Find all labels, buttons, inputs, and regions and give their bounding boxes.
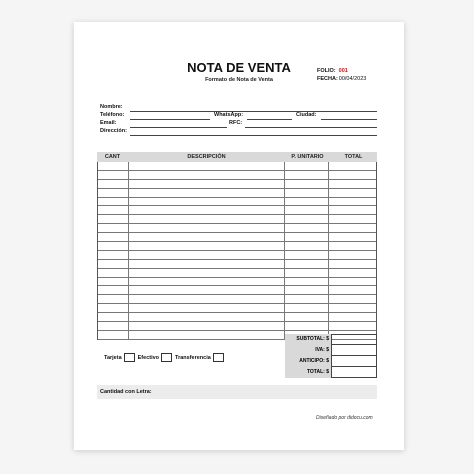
- descripcion-cell[interactable]: [129, 322, 285, 330]
- descripcion-cell[interactable]: [129, 313, 285, 321]
- cantidad-con-letra-field[interactable]: Cantidad con Letra:: [97, 385, 377, 399]
- folio-value: 001: [338, 68, 348, 74]
- total-cell[interactable]: [329, 322, 376, 330]
- email-label: Email:: [100, 120, 117, 126]
- nombre-line[interactable]: [130, 111, 377, 112]
- subtotal-row: [285, 334, 377, 345]
- precio-unitario-cell[interactable]: [285, 269, 330, 277]
- table-row: [98, 224, 376, 233]
- total-label: TOTAL: $: [285, 367, 331, 378]
- cant-cell[interactable]: [98, 304, 129, 312]
- total-cell[interactable]: [329, 295, 376, 303]
- header-total: TOTAL: [344, 154, 363, 160]
- cant-cell[interactable]: [98, 260, 129, 268]
- precio-unitario-cell[interactable]: [285, 162, 330, 170]
- email-line[interactable]: [130, 127, 227, 128]
- descripcion-cell[interactable]: [129, 286, 285, 294]
- iva-row: [285, 345, 377, 356]
- document-subtitle: Formato de Nota de Venta: [205, 77, 273, 83]
- rfc-line[interactable]: [245, 127, 377, 128]
- descripcion-cell[interactable]: [129, 331, 285, 339]
- total-cell[interactable]: [329, 171, 376, 179]
- cant-cell[interactable]: [98, 215, 129, 223]
- direccion-label: Dirección:: [100, 128, 127, 134]
- precio-unitario-cell[interactable]: [285, 313, 330, 321]
- descripcion-cell[interactable]: [129, 251, 285, 259]
- designer-credit: Diseñado por didocu.com: [316, 415, 373, 421]
- total-cell[interactable]: [329, 251, 376, 259]
- precio-unitario-cell[interactable]: [285, 251, 330, 259]
- table-header: [97, 152, 377, 162]
- cant-cell[interactable]: [98, 331, 129, 339]
- total-cell[interactable]: [329, 206, 376, 214]
- anticipo-field[interactable]: [331, 356, 377, 367]
- cant-cell[interactable]: [98, 206, 129, 214]
- total-cell[interactable]: [329, 286, 376, 294]
- payment-methods: [104, 353, 227, 362]
- total-cell[interactable]: [329, 313, 376, 321]
- table-row: [98, 295, 376, 304]
- total-cell[interactable]: [329, 189, 376, 197]
- table-row: [98, 198, 376, 207]
- descripcion-cell[interactable]: [129, 269, 285, 277]
- precio-unitario-cell[interactable]: [285, 215, 330, 223]
- cant-cell[interactable]: [98, 189, 129, 197]
- efectivo-label: Efectivo: [137, 354, 160, 361]
- table-row: [98, 189, 376, 198]
- precio-unitario-cell[interactable]: [285, 242, 330, 250]
- table-row: [98, 162, 376, 171]
- precio-unitario-cell[interactable]: [285, 322, 330, 330]
- precio-unitario-cell[interactable]: [285, 260, 330, 268]
- table-row: [98, 215, 376, 224]
- fecha-value: 00/04/2023: [338, 76, 367, 82]
- subtotal-field[interactable]: [331, 334, 377, 345]
- precio-unitario-cell[interactable]: [285, 278, 330, 286]
- cant-cell[interactable]: [98, 269, 129, 277]
- tarjeta-checkbox[interactable]: [124, 353, 135, 362]
- descripcion-cell[interactable]: [129, 198, 285, 206]
- total-cell[interactable]: [329, 278, 376, 286]
- table-row: [98, 242, 376, 251]
- efectivo-checkbox[interactable]: [161, 353, 172, 362]
- table-row: [98, 286, 376, 295]
- whatsapp-label: WhatsApp:: [214, 112, 244, 118]
- transferencia-checkbox[interactable]: [213, 353, 224, 362]
- total-cell[interactable]: [329, 198, 376, 206]
- descripcion-cell[interactable]: [129, 224, 285, 232]
- cant-cell[interactable]: [98, 233, 129, 241]
- cant-cell[interactable]: [98, 224, 129, 232]
- cant-cell[interactable]: [98, 322, 129, 330]
- header-descripcion: DESCRIPCIÓN: [187, 154, 226, 160]
- transferencia-label: Transferencia: [175, 354, 211, 361]
- precio-unitario-cell[interactable]: [285, 198, 330, 206]
- items-table: [97, 152, 377, 340]
- folio-field: [317, 68, 348, 74]
- cant-cell[interactable]: [98, 295, 129, 303]
- whatsapp-line[interactable]: [247, 119, 292, 120]
- precio-unitario-cell[interactable]: [285, 206, 330, 214]
- precio-unitario-cell[interactable]: [285, 189, 330, 197]
- total-cell[interactable]: [329, 242, 376, 250]
- descripcion-cell[interactable]: [129, 260, 285, 268]
- descripcion-cell[interactable]: [129, 233, 285, 241]
- descripcion-cell[interactable]: [129, 295, 285, 303]
- cant-cell[interactable]: [98, 242, 129, 250]
- subtotal-label: SUBTOTAL: $: [285, 334, 331, 345]
- cant-cell[interactable]: [98, 162, 129, 170]
- ciudad-label: Ciudad:: [296, 112, 317, 118]
- total-row: [285, 367, 377, 378]
- table-row: [98, 269, 376, 278]
- iva-label: IVA: $: [285, 345, 331, 356]
- tarjeta-label: Tarjeta: [104, 354, 122, 361]
- total-cell[interactable]: [329, 215, 376, 223]
- iva-field[interactable]: [331, 345, 377, 356]
- total-cell[interactable]: [329, 304, 376, 312]
- nombre-label: Nombre:: [100, 104, 123, 110]
- total-cell[interactable]: [329, 269, 376, 277]
- cant-cell[interactable]: [98, 198, 129, 206]
- direccion-line[interactable]: [130, 135, 377, 136]
- descripcion-cell[interactable]: [129, 171, 285, 179]
- precio-unitario-cell[interactable]: [285, 171, 330, 179]
- rfc-label: RFC:: [229, 120, 243, 126]
- precio-unitario-cell[interactable]: [285, 180, 330, 188]
- table-row: [98, 304, 376, 313]
- descripcion-cell[interactable]: [129, 242, 285, 250]
- cant-cell[interactable]: [98, 278, 129, 286]
- table-row: [98, 206, 376, 215]
- precio-unitario-cell[interactable]: [285, 304, 330, 312]
- total-cell[interactable]: [329, 260, 376, 268]
- folio-label: FOLIO:: [317, 68, 336, 74]
- table-row: [98, 278, 376, 287]
- total-cell[interactable]: [329, 162, 376, 170]
- anticipo-label: ANTICIPO: $: [285, 356, 331, 367]
- table-row: [98, 260, 376, 269]
- cant-cell[interactable]: [98, 286, 129, 294]
- table-row: [98, 251, 376, 260]
- fecha-field: [317, 76, 366, 82]
- descripcion-cell[interactable]: [129, 215, 285, 223]
- precio-unitario-cell[interactable]: [285, 295, 330, 303]
- cant-cell[interactable]: [98, 171, 129, 179]
- table-row: [98, 171, 376, 180]
- telefono-line[interactable]: [130, 119, 210, 120]
- header-precio-unitario: P. UNITARIO: [291, 154, 324, 160]
- descripcion-cell[interactable]: [129, 189, 285, 197]
- total-cell[interactable]: [329, 180, 376, 188]
- precio-unitario-cell[interactable]: [285, 233, 330, 241]
- cant-cell[interactable]: [98, 313, 129, 321]
- table-row: [98, 313, 376, 322]
- descripcion-cell[interactable]: [129, 162, 285, 170]
- header-cant: CANT: [104, 154, 121, 160]
- descripcion-cell[interactable]: [129, 206, 285, 214]
- document-title: NOTA DE VENTA: [187, 60, 291, 75]
- cant-cell[interactable]: [98, 251, 129, 259]
- sales-note-sheet: [74, 22, 404, 450]
- table-row: [98, 233, 376, 242]
- table-body: [97, 162, 377, 340]
- ciudad-line[interactable]: [321, 119, 377, 120]
- precio-unitario-cell[interactable]: [285, 224, 330, 232]
- descripcion-cell[interactable]: [129, 304, 285, 312]
- descripcion-cell[interactable]: [129, 278, 285, 286]
- precio-unitario-cell[interactable]: [285, 286, 330, 294]
- table-row: [98, 180, 376, 189]
- totals-block: [285, 334, 377, 378]
- table-row: [98, 322, 376, 331]
- total-cell[interactable]: [329, 224, 376, 232]
- anticipo-row: [285, 356, 377, 367]
- descripcion-cell[interactable]: [129, 180, 285, 188]
- fecha-label: FECHA:: [317, 76, 338, 82]
- total-cell[interactable]: [329, 233, 376, 241]
- total-field[interactable]: [331, 367, 377, 378]
- telefono-label: Teléfono:: [100, 112, 125, 118]
- cant-cell[interactable]: [98, 180, 129, 188]
